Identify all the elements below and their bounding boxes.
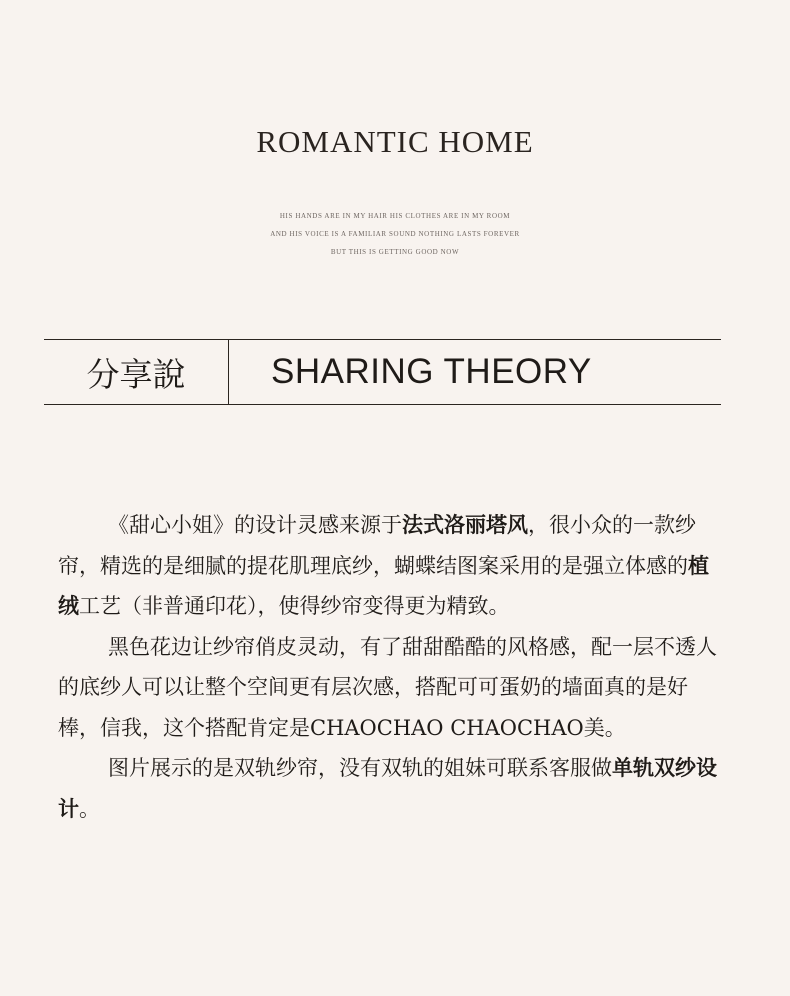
tagline-line-1: HIS HANDS ARE IN MY HAIR HIS CLOTHES ARE IN MY ROOM bbox=[279, 212, 511, 220]
text-run: 工艺（非普通印花），使得纱帘变得更为精致。 bbox=[79, 594, 510, 618]
bold-text: 单轨双纱设计 bbox=[58, 755, 717, 821]
text-run: 。 bbox=[79, 796, 100, 821]
bold-text: 植绒 bbox=[58, 552, 709, 618]
text-run: 《甜心小姐》的设计灵感来源于 bbox=[108, 513, 402, 537]
bold-text: 法式洛丽塔风 bbox=[402, 512, 528, 537]
banner-chinese-heading: 分享說 bbox=[44, 340, 229, 404]
tagline bbox=[0, 207, 790, 261]
paragraph-1 bbox=[58, 505, 726, 627]
page-title: ROMANTIC HOME bbox=[256, 124, 534, 159]
text-run: 图片展示的是双轨纱帘，没有双轨的姐妹可联系客服做 bbox=[108, 756, 612, 780]
article-body bbox=[58, 505, 726, 829]
section-banner bbox=[44, 339, 721, 405]
tagline-line-2: AND HIS VOICE IS A FAMILIAR SOUND NOTHING LASTS FOREVER bbox=[270, 230, 520, 238]
paragraph-2: 黑色花边让纱帘俏皮灵动，有了甜甜酷酷的风格感，配一层不透人的底纱人可以让整个空间更有层次感，搭配可可蛋奶的墙面真的是好棒，信我，这个搭配肯定是CHAOCHAO CHAOCHAO美。 bbox=[58, 634, 717, 740]
tagline-line-3: BUT THIS IS GETTING GOOD NOW bbox=[330, 248, 460, 256]
paragraph-3 bbox=[58, 748, 726, 829]
banner-english-heading: SHARING THEORY bbox=[271, 352, 592, 391]
text-run: ，很小众的一款纱帘，精选的是细腻的提花肌理底纱，蝴蝶结图案采用的是强立体感的 bbox=[58, 513, 696, 578]
